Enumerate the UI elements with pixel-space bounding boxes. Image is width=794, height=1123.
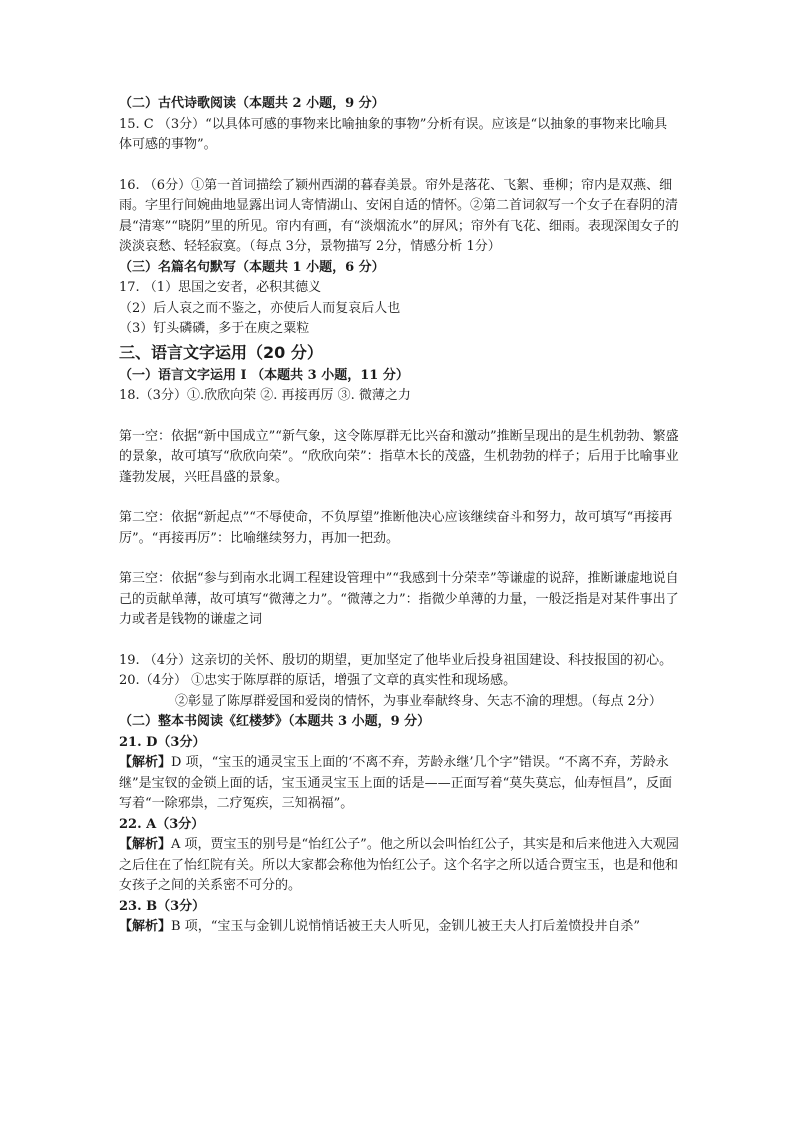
explanation-blank-2: 第二空：依据“新起点”“不辱使命，不负厚望”推断他决心应该继续奋斗和努力，故可填写“再接再厉”。“再接再厉”：比喻继续努力，再加一把劲。: [119, 510, 673, 546]
analysis-tag: 【解析】: [119, 837, 172, 852]
explanation-blank-1: 第一空：依据“新中国成立”“新气象，这令陈厚群无比兴奋和激动”推断呈现出的是生机勃勃、繁盛的景象，故可填写“欣欣向荣”。“欣欣向荣”：指草木长的茂盛，生机勃勃的样子；后用于比喻事业蓬勃发展，兴旺昌盛的景象。: [119, 428, 679, 485]
analysis-text: B 项，“宝玉与金钏儿说悄悄话被王夫人听见，金钏儿被王夫人打后羞愤投井自杀”: [171, 919, 640, 934]
answer-q17-3: （3）钉头磷磷，多于在庾之粟粒: [119, 321, 310, 336]
answer-q20-point-2: ②彰显了陈厚群爱国和爱岗的情怀，为事业奉献终身、矢志不渝的理想。（每点 2分）: [175, 693, 662, 709]
analysis-q21: [119, 753, 679, 815]
answer-q20-point-1: 20.（4分） ①忠实于陈厚群的原话，增强了文章的真实性和现场感。: [119, 673, 517, 688]
analysis-tag: 【解析】: [119, 919, 172, 934]
answer-q17-2: （2）后人哀之而不鉴之，亦使后人而复哀后人也: [119, 300, 401, 316]
answer-q15: 15. C （3分）“以具体可感的事物来比喻抽象的事物”分析有误。应该是“以抽象的事物来比喻具体可感的事物”。: [119, 116, 668, 152]
answer-q19: 19. （4分）这亲切的关怀、殷切的期望，更加坚定了他毕业后投身祖国建设、科技报国的初心。: [119, 652, 673, 668]
part-title-language: 三、语言文字运用（20 分）: [119, 342, 323, 362]
section-heading-hongloumeng: （二）整本书阅读《红楼梦》（本题共 3 小题，9 分）: [119, 714, 431, 729]
section-heading-poetry: （二）古代诗歌阅读（本题共 2 小题，9 分）: [119, 96, 385, 111]
explanation-blank-3: 第三空：依据“参与到南水北调工程建设管理中”“我感到十分荣幸”等谦虚的说辞，推断谦虚地说自己的贡献单薄，故可填写“微薄之力”。“微薄之力”：指微少单薄的力量，一般泛指是对某件事出了力或者是钱物的谦虚之词: [119, 571, 679, 627]
analysis-tag: 【解析】: [119, 755, 172, 770]
section-heading-recitation: （三）名篇名句默写（本题共 1 小题，6 分）: [119, 259, 385, 275]
analysis-text: D 项，“宝玉的通灵宝玉上面的‘不离不弃，芳龄永继’几个字”错误。“不离不弃，芳龄永继”是宝钗的金锁上面的话，宝玉通灵宝玉上面的话是——正面写着“莫失莫忘，仙寿恒昌”，反面写着“一除邪祟，二疗冤疾，三知祸福”。: [119, 755, 672, 811]
analysis-q23: [119, 917, 679, 938]
analysis-text: A 项，贾宝玉的别号是“怡红公子”。他之所以会叫怡红公子，其实是和后来他进入大观园之后住在了怡红院有关。所以大家都会称他为怡红公子。这个名字之所以适合贾宝玉，也是和他和女孩子之间的关系密不可分的。: [119, 837, 679, 893]
analysis-q22: [119, 835, 679, 897]
answer-q18: 18.（3分）①.欣欣向荣 ②. 再接再厉 ③. 微薄之力: [119, 388, 411, 403]
section-heading-language-1: （一）语言文字运用 Ⅰ （本题共 3 小题，11 分）: [119, 367, 409, 383]
answer-key-page: [119, 94, 679, 938]
answer-q21: 21. D（3分）: [119, 734, 206, 750]
answer-q23: 23. B（3分）: [119, 898, 206, 914]
answer-q16: 16. （6分）①第一首词描绘了颍州西湖的暮春美景。帘外是落花、飞絮、垂柳；帘内是双燕、细雨。字里行间婉曲地显露出词人寄情湖山、安闲自适的情怀。②第二首词叙写一个女子在春阴的清晨“清寒”“晓阴”里的所见。帘内有画，有“淡烟流水”的屏风；帘外有飞花、细雨。表现深闺女子的淡淡哀愁、轻轻寂寞。（每点 3分，景物描写 2分，情感分析 1分）: [119, 177, 679, 254]
answer-q17-1: 17. （1）思国之安者，必积其德义: [119, 280, 322, 295]
answer-q22: 22. A（3分）: [119, 816, 205, 832]
